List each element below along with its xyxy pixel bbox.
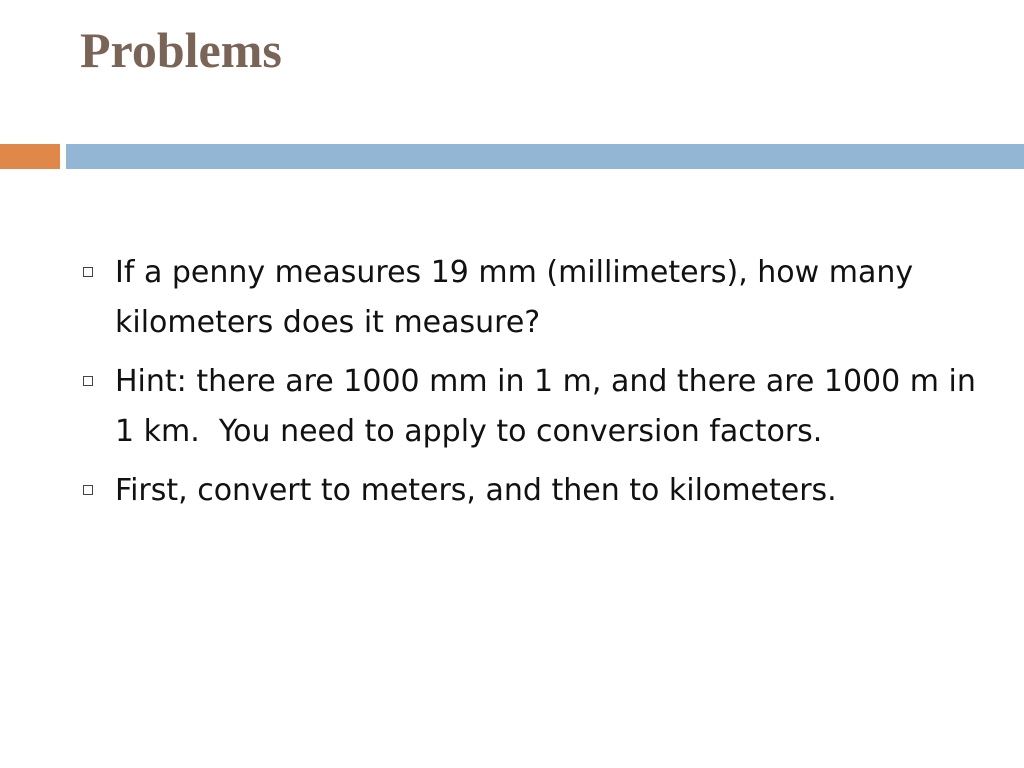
bullet-item <box>80 248 980 348</box>
bullet-text: Hint: there are 1000 mm in 1 m, and there are 1000 m in 1 km. You need to apply to conversion factors. <box>115 364 986 449</box>
square-bullet-icon <box>83 485 93 495</box>
bullet-list <box>80 248 986 525</box>
bullet-text: If a penny measures 19 mm (millimeters), how many kilometers does it measure? <box>115 255 914 340</box>
accent-bar-orange <box>0 144 60 169</box>
square-bullet-icon <box>83 267 93 277</box>
slide-title: Problems <box>80 22 282 78</box>
bullet-item <box>80 357 986 457</box>
bullet-text: First, convert to meters, and then to kilometers. <box>115 473 837 508</box>
accent-bar-blue <box>66 144 1024 169</box>
square-bullet-icon <box>83 376 93 386</box>
bullet-item <box>80 466 980 516</box>
